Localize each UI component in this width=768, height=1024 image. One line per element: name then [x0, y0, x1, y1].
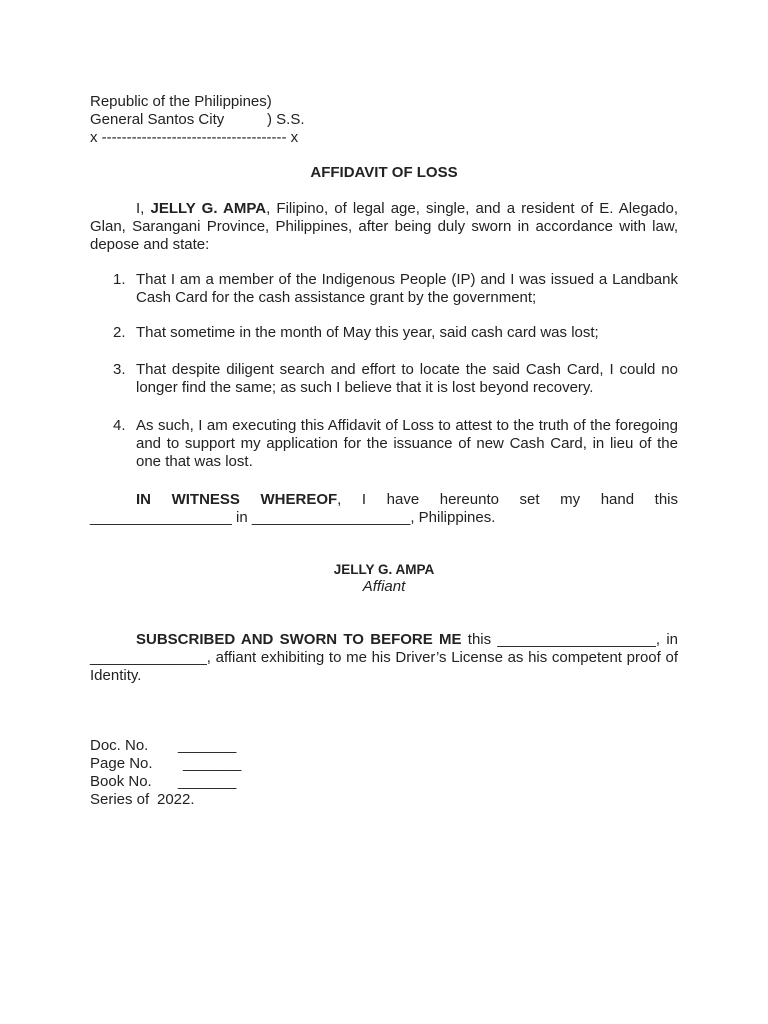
statement-text — [136, 324, 678, 342]
document-title: AFFIDAVIT OF LOSS — [310, 164, 458, 181]
intro-lead: I, — [136, 200, 145, 217]
witness-lead: IN WITNESS WHEREOF — [136, 491, 338, 508]
notarial-value: _______ — [183, 755, 242, 772]
venue-city: General Santos City — [90, 111, 225, 128]
notarial-row-doc — [90, 737, 678, 755]
statement-1 — [90, 271, 678, 307]
statement-line: and to support my application for the issuance of new Cash Card, in lieu of the — [136, 435, 678, 452]
intro-line-2: Glan, Sarangani Province, Philippines, after being duly sworn in accordance with law, — [90, 218, 678, 235]
statement-number: 2. — [113, 324, 126, 341]
statement-number: 1. — [113, 271, 126, 288]
statement-text — [136, 271, 678, 307]
jurat-line-1 — [90, 631, 678, 649]
notarial-row-series — [90, 791, 678, 809]
notarial-row-book — [90, 773, 678, 791]
witness-line-1-rest: , I have hereunto set my hand this — [337, 491, 678, 508]
statement-line: longer find the same; as such I believe that it is lost beyond recovery. — [136, 379, 594, 396]
statement-line: That despite diligent search and effort to locate the said Cash Card, I could no — [136, 361, 678, 378]
intro-line-1-rest: , Filipino, of legal age, single, and a resident of E. Alegado, — [266, 200, 679, 217]
jurat-line-2: ______________, affiant exhibiting to me his Driver’s License as his competent proof of — [90, 649, 678, 666]
intro-paragraph — [90, 200, 678, 254]
notarial-value: 2022. — [157, 791, 195, 808]
statement-line: As such, I am executing this Affidavit of Loss to attest to the truth of the foregoing — [136, 417, 678, 434]
witness-clause — [90, 491, 678, 527]
statement-line: one that was lost. — [136, 453, 253, 470]
notarial-row-page — [90, 755, 678, 773]
notarial-label: Doc. No. — [90, 737, 149, 754]
jurat-line-1-rest: this ___________________, in — [467, 631, 678, 648]
notarial-register — [90, 737, 678, 809]
venue-rule: x ------------------------------------- x — [90, 129, 299, 146]
venue-ss: ) S.S. — [267, 111, 305, 128]
notarial-value: _______ — [178, 737, 237, 754]
notarial-value: _______ — [178, 773, 237, 790]
statement-line: Cash Card for the cash assistance grant by the government; — [136, 289, 537, 306]
statement-line: That sometime in the month of May this year, said cash card was lost; — [136, 324, 599, 341]
venue-block — [90, 93, 678, 147]
jurat-line-3: Identity. — [90, 667, 142, 684]
witness-line-1 — [90, 491, 678, 509]
jurat — [90, 631, 678, 685]
statement-number: 3. — [113, 361, 126, 378]
intro-line-1 — [90, 200, 678, 218]
statement-2 — [90, 324, 678, 342]
statement-line: That I am a member of the Indigenous People (IP) and I was issued a Landbank — [136, 271, 678, 288]
statement-text — [136, 361, 678, 397]
statement-number: 4. — [113, 417, 126, 434]
statement-4 — [90, 417, 678, 471]
statement-3 — [90, 361, 678, 397]
jurat-lead: SUBSCRIBED AND SWORN TO BEFORE ME — [136, 631, 462, 648]
signature-role: Affiant — [362, 578, 406, 595]
venue-country: Republic of the Philippines) — [90, 93, 272, 110]
intro-line-3: depose and state: — [90, 236, 210, 253]
venue-city-row — [90, 111, 678, 129]
signature-name: JELLY G. AMPA — [333, 562, 435, 577]
statement-text — [136, 417, 678, 471]
notarial-label: Series of — [90, 791, 150, 808]
notarial-label: Book No. — [90, 773, 152, 790]
notarial-label: Page No. — [90, 755, 153, 772]
affiant-name: JELLY G. AMPA — [150, 200, 267, 217]
witness-line-2: _________________ in ___________________, Philippines. — [90, 509, 496, 526]
